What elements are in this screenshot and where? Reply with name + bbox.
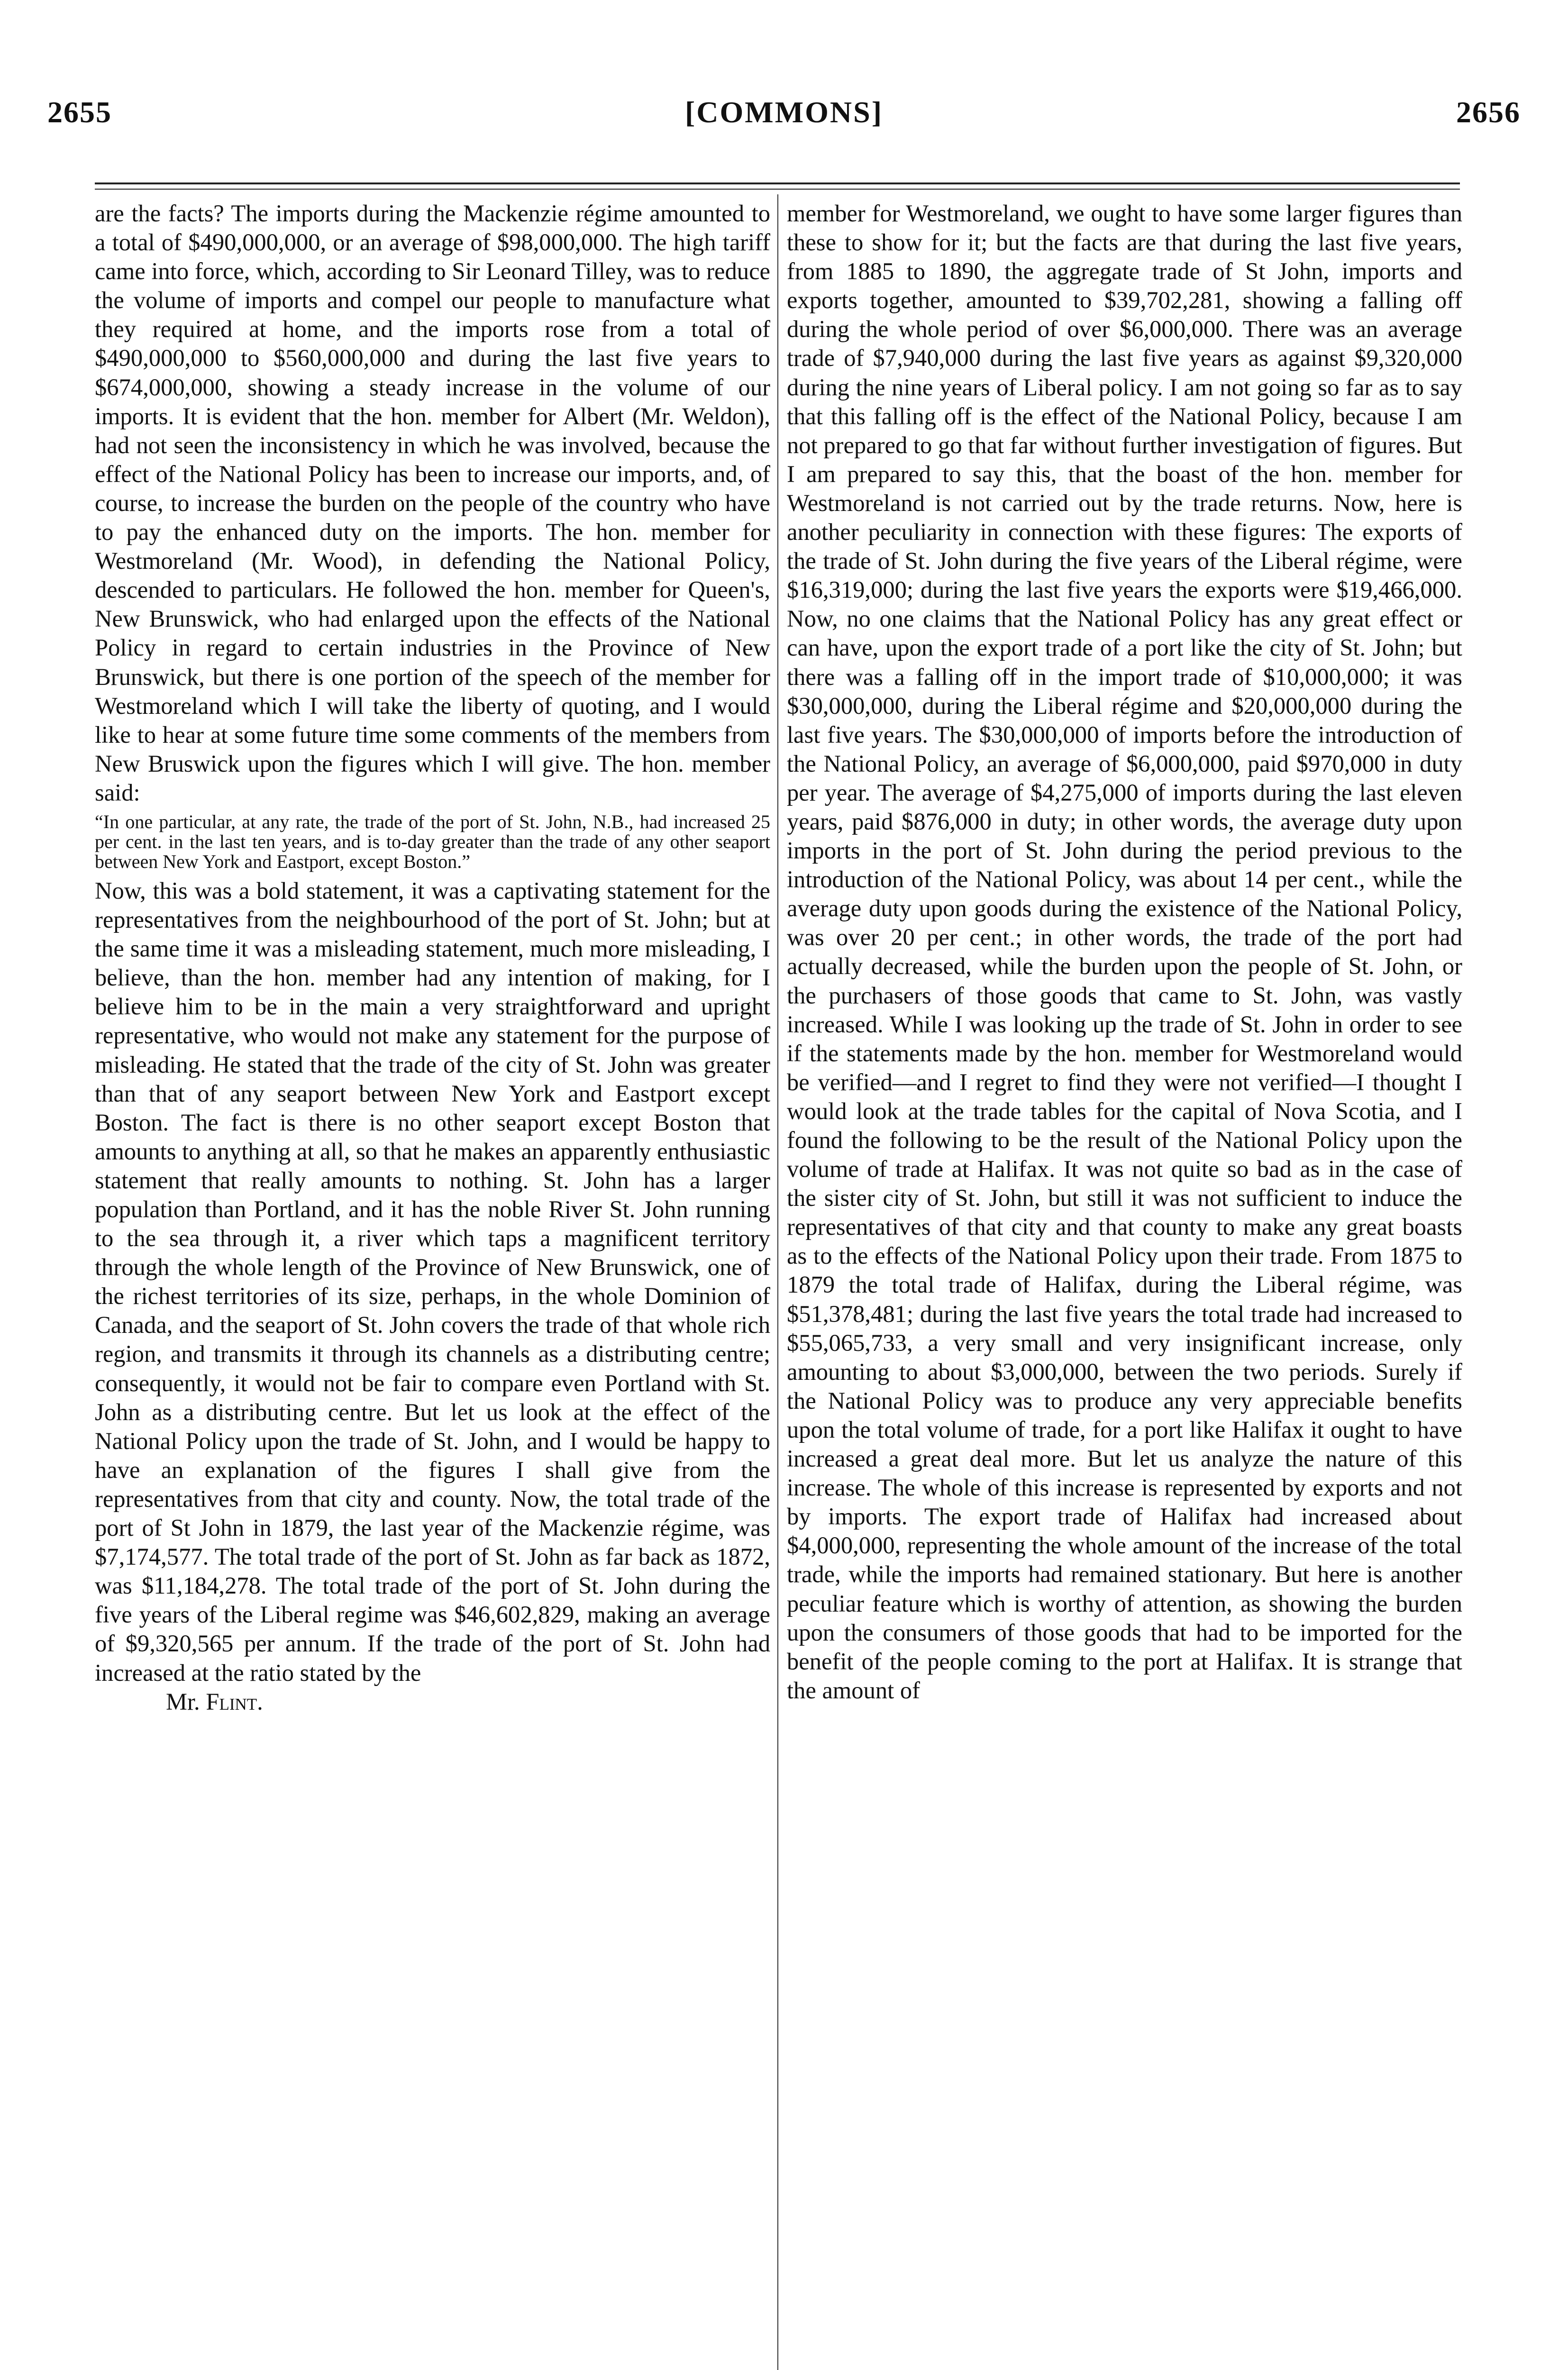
column-divider [777,194,778,2370]
right-page-number: 2656 [1456,95,1521,129]
speaker-signature [95,1687,770,1716]
page-title: [COMMONS] [684,95,884,129]
left-paragraph-1: are the facts? The imports during the Mackenzie régime amounted to a total of $490,000,000, or an average of $98,000,000. The high tariff came into force, which, according to Sir Leonard Tilley, was to reduce the volume of imports and compel our people to manufacture what they required at home, and the imports rose from a total of $490,000,000 to $560,000,000 and during the last five years to $674,000,000, showing a steady increase in the volume of our imports. It is evident that the hon. member for Albert (Mr. Weldon), had not seen the inconsistency in which he was involved, because the effect of the National Policy has been to increase our imports, and, of course, to increase the burden on the people of the country who have to pay the enhanced duty on the imports. The hon. member for Westmoreland (Mr. Wood), in defending the National Policy, descended to particulars. He followed the hon. member for Queen's, New Brunswick, who had enlarged upon the effects of the National Policy in regard to certain industries in the Province of New Brunswick, but there is one portion of the speech of the member for Westmoreland which I will take the liberty of quoting, and I would like to hear at some future time some comments of the members from New Bruswick upon the figures which I will give. The hon. member said: [95,200,770,806]
right-column [787,199,1462,1705]
header-rule-thin [95,189,1460,190]
left-page-number: 2655 [47,95,112,129]
header-rule-thick [95,182,1460,184]
quoted-passage: “In one particular, at any rate, the trade of the port of St. John, N.B., had increased 25 per cent. in the last ten years, and is to-day greater than the trade of any other seaport between New York and Eastport, except Boston.” [95,811,770,872]
left-column [95,199,770,1716]
speaker-name: Flint. [206,1688,263,1715]
speaker-prefix: Mr. [166,1688,200,1715]
right-paragraph-1: member for Westmoreland, we ought to have some larger figures than these to show for it; but the facts are that during the last five years, from 1885 to 1890, the aggregate trade of St John, imports and exports together, amounted to $39,702,281, showing a falling off during the whole period of over $6,000,000. There was an average trade of $7,940,000 during the last five years as against $9,320,000 during the nine years of Liberal policy. I am not going so far as to say that this falling off is the effect of the National Policy, because I am not prepared to go that far without further investigation of figures. But I am prepared to say this, that the boast of the hon. member for Westmoreland is not carried out by the trade returns. Now, here is another peculiarity in connection with these figures: The exports of the trade of St. John during the five years of the Liberal régime, were $16,319,000; during the last five years the exports were $19,466,000. Now, no one claims that the National Policy has any great effect or can have, upon the export trade of a port like the city of St. John; but there was a falling off in the import trade of $10,000,000; it was $30,000,000, during the Liberal régime and $20,000,000 during the last five years. The $30,000,000 of imports before the introduction of the National Policy, an average of $6,000,000, paid $970,000 in duty per year. The average of $4,275,000 of imports during the last eleven years, paid $876,000 in duty; in other words, the average duty upon imports in the port of St. John during the period previous to the introduction of the National Policy, was about 14 per cent., while the average duty upon goods during the existence of the National Policy, was over 20 per cent.; in other words, the trade of the port had actually decreased, while the burden upon the people of St. John, or the purchasers of those goods that came to St. John, was vastly increased. While I was looking up the trade of St. John in order to see if the statements made by the hon. member for Westmoreland would be verified—and I regret to find they were not verified—I thought I would look at the trade tables for the capital of Nova Scotia, and I found the following to be the result of the National Policy upon the volume of trade at Halifax. It was not quite so bad as in the case of the sister city of St. John, but still it was not sufficient to induce the representatives of that city and that county to make any great boasts as to the effects of the National Policy upon their trade. From 1875 to 1879 the total trade of Halifax, during the Liberal régime, was $51,378,481; during the last five years the total trade had increased to $55,065,733, a very small and very insignificant increase, only amounting to about $3,000,000, between the two periods. Surely if the National Policy was to produce any very appreciable benefits upon the total volume of trade, for a port like Halifax it ought to have increased a great deal more. But let us analyze the nature of this increase. The whole of this increase is represented by exports and not by imports. The export trade of Halifax had increased about $4,000,000, representing the whole amount of the increase of the total trade, while the imports had remained stationary. But here is another peculiar feature which is worthy of attention, as showing the burden upon the consumers of those goods that had to be imported for the benefit of the people coming to the port at Halifax. It is strange that the amount of [787,200,1462,1704]
page-header [47,95,1521,137]
left-paragraph-2: Now, this was a bold statement, it was a captivating statement for the representatives from the neighbourhood of the port of St. John; but at the same time it was a misleading statement, much more misleading, I believe, than the hon. member had any intention of making, for I believe him to be in the main a very straightforward and upright representative, who would not make any statement for the purpose of misleading. He stated that the trade of the city of St. John was greater than that of any seaport between New York and Eastport except Boston. The fact is there is no other seaport except Boston that amounts to anything at all, so that he makes an apparently enthusiastic statement that really amounts to nothing. St. John has a larger population than Portland, and it has the noble River St. John running to the sea through it, a river which taps a magnificent territory through the whole length of the Province of New Brunswick, one of the richest territories of its size, perhaps, in the whole Dominion of Canada, and the seaport of St. John covers the trade of that whole rich region, and transmits it through its channels as a distributing centre; consequently, it would not be fair to compare even Portland with St. John as a distributing centre. But let us look at the effect of the National Policy upon the trade of St. John, and I would be happy to have an explanation of the figures I shall give from the representatives from that city and county. Now, the total trade of the port of St John in 1879, the last year of the Mackenzie régime, was $7,174,577. The total trade of the port of St. John as far back as 1872, was $11,184,278. The total trade of the port of St. John during the five years of the Liberal regime was $46,602,829, making an average of $9,320,565 per annum. If the trade of the port of St. John had increased at the ratio stated by the [95,877,770,1686]
